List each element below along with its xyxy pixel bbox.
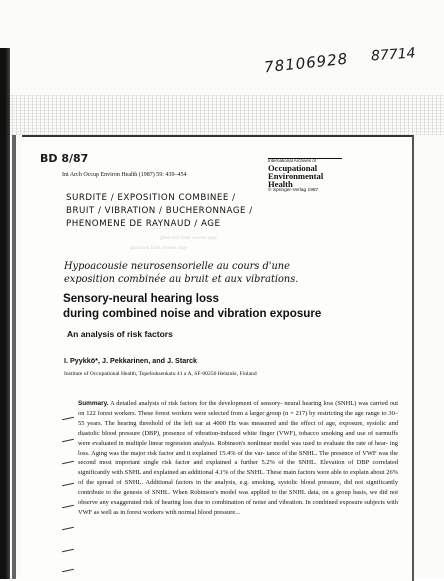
abstract-line: iance of the SNHL. The presence of VWF was the second most important [78, 449, 398, 467]
article-title-line: during combined noise and vibration exposure [63, 307, 322, 320]
abstract-line: ing loss. Aging was the major risk factor and it explained 15.4% of the var- [78, 439, 398, 457]
abstract-line: age range to 30–55 years. The hearing threshold of the left ear at 4000 Hz [78, 409, 399, 427]
show-through-text: ghost text from reverse page [130, 246, 187, 251]
abstract-line: smoking and use of earmuffs were evaluated in multiple linear regression [78, 429, 398, 447]
french-title-line: exposition combinée au bruit et aux vibrations. [64, 274, 299, 285]
abstract-line: was measured and the effect of age, exposure, systolic and diastolic blood [78, 419, 399, 437]
handwritten-secondary-number: 87714 [370, 45, 417, 65]
article-affiliation: Institute of Occupational Health, Topeliuksenkatu 41 a A, SF-00250 Helsinki, Finland [64, 371, 257, 377]
article-title [63, 291, 363, 321]
journal-reference: Int Arch Occup Environ Health (1987) 59: 439–454 [62, 172, 187, 178]
abstract-line: analysis. Robinson's nonlinear model was used to evaluate the rate of hear- [193, 439, 390, 447]
handwritten-document-number: 78106928 [263, 49, 350, 77]
abstract-line: When Robinson's model was applied to the SNHL data, on a group basis, [172, 489, 370, 497]
abstract-line: DBP correlated significantly with SNHL and explained an additional 4.1% [78, 459, 398, 477]
abstract-line: of the SNHL. These main factors were able to explain about 26% of the [78, 469, 398, 487]
abstract-line: forest workers were selected from a larger group (n = 217) by restricting the [155, 409, 355, 417]
abstract-label: Summary. [78, 400, 109, 407]
handwritten-keywords [66, 192, 286, 231]
margin-marks [60, 410, 76, 580]
abstract-line: blood pressure, did not significantly contribute to the genesis of SNHL. [78, 479, 399, 497]
scan-edge-line [12, 135, 16, 579]
handwritten-french-title [64, 260, 364, 286]
publisher-name-line1: Occupational [268, 162, 318, 173]
keywords-line: BRUIT / VIBRATION / BUCHERONNAGE / [66, 206, 253, 216]
publisher-top-line: International Archives of [268, 158, 317, 163]
handwritten-ref-code: BD 8/87 [40, 152, 89, 165]
abstract-line: neural hearing loss (SNHL) was carried out on 122 forest workers. These [78, 400, 398, 417]
keywords-line: SURDITE / EXPOSITION COMBINEE / [66, 193, 236, 203]
article-authors: I. Pyykkö*, J. Pekkarinen, and J. Starck [64, 356, 198, 365]
article-title-line: Sensory-neural hearing loss [63, 292, 219, 305]
french-title-line: Hypoacousie neurosensorielle au cours d'une [64, 261, 290, 272]
publisher-name-line2: Environmental [268, 170, 324, 181]
abstract-line: single risk factor and explained a further 5.2% of the SNHL. Elevation of [143, 459, 357, 467]
abstract-line: A detailed analysis of risk factors for the development of sensory- [110, 400, 285, 407]
article-subtitle: An analysis of risk factors [67, 329, 173, 339]
photocopy-noise [0, 95, 444, 135]
abstract-line: we did not observe any exaggerated risk of hearing loss due to combination [78, 489, 398, 507]
abstract [78, 399, 398, 518]
publisher-name-line3: Health [268, 179, 293, 190]
copyright-notice: © Springer-Verlag 1987 [268, 188, 319, 194]
keywords-line: PHENOMENE DE RAYNAUD / AGE [66, 219, 221, 229]
abstract-line: spread of SNHL. Additional factors in the analysis, e.g. smoking, systolic [96, 479, 301, 487]
abstract-body [78, 400, 398, 516]
show-through-text: ghost text from reverse page [160, 236, 217, 241]
abstract-line: of noise and vibration. In combined exposure subjects with VWF as well as [78, 499, 398, 516]
abstract-line: pressure (DBP), presence of vibration-induced white finger (VWF), tobacco [118, 429, 322, 437]
abstract-line: in forest workers with normal blood pressure... [120, 508, 241, 516]
publisher-logo [268, 158, 342, 193]
